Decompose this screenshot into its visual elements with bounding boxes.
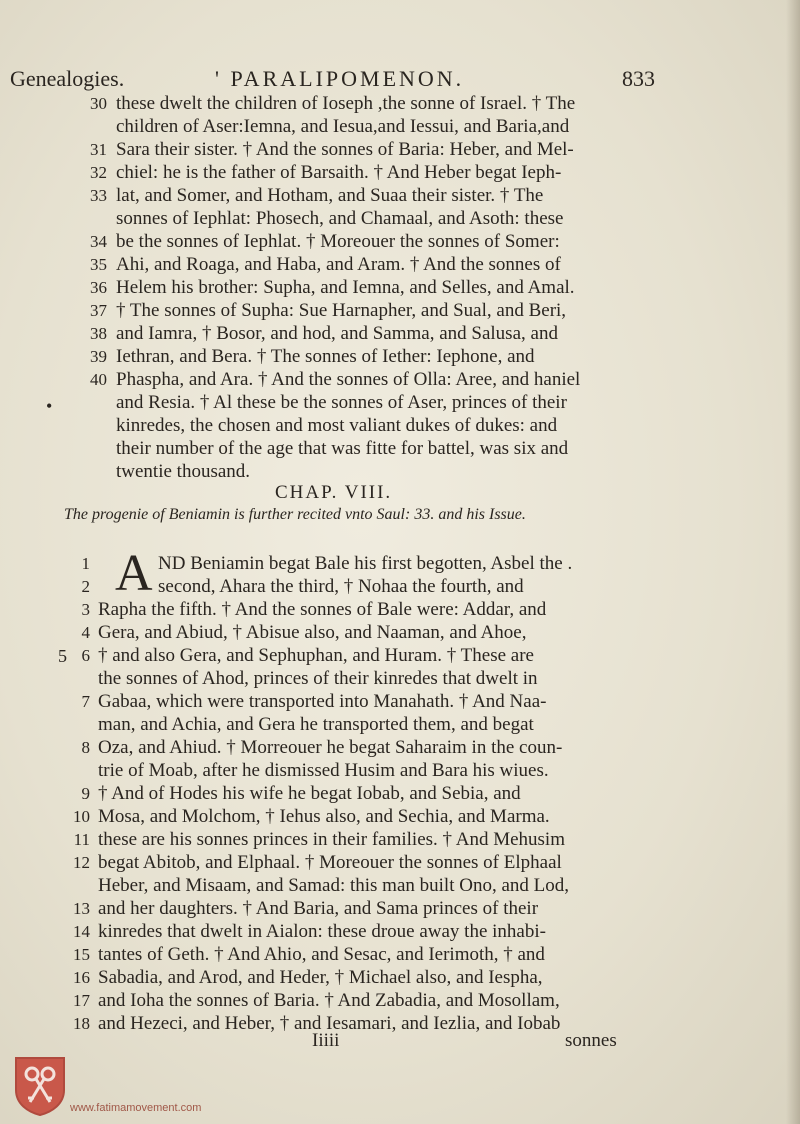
text-line — [0, 552, 700, 576]
line-text: Gabaa, which were transported into Manahath. † And Naa- — [98, 691, 547, 712]
verse-number: 37 — [90, 301, 107, 320]
verse-number: 30 — [90, 94, 107, 113]
line-text: † And of Hodes his wife he begat Iobab, and Sebia, and — [98, 783, 521, 804]
text-line — [0, 621, 700, 645]
text-line — [0, 460, 700, 484]
verse-number: 2 — [81, 577, 90, 596]
verse-number: 17 — [73, 991, 90, 1010]
line-text: kinredes, the chosen and most valiant dukes of dukes: and — [116, 415, 558, 436]
line-text: their number of the age that was fitte for battel, was six and — [116, 438, 569, 459]
verse-number: 9 — [81, 784, 90, 803]
text-line — [0, 874, 700, 898]
text-line — [0, 736, 700, 760]
text-line — [0, 230, 700, 254]
verse-number: 11 — [73, 830, 90, 849]
verse-number: 18 — [73, 1014, 90, 1033]
verse-number: 40 — [90, 370, 107, 389]
line-text: and Ioha the sonnes of Baria. † And Zabadia, and Mosollam, — [98, 990, 560, 1011]
line-text: kinredes that dwelt in Aialon: these droue away the inhabi- — [98, 921, 546, 942]
chapter-heading: CHAP. VIII. — [275, 482, 393, 503]
verse-number: 39 — [90, 347, 107, 366]
text-line — [0, 207, 700, 231]
header-section-title: Genealogies. — [10, 66, 125, 91]
verse-number: 15 — [73, 945, 90, 964]
text-line — [0, 276, 700, 300]
text-line — [0, 368, 700, 392]
text-line — [0, 897, 700, 921]
text-line — [0, 253, 700, 277]
text-line — [0, 322, 700, 346]
line-text: tantes of Geth. † And Ahio, and Sesac, and Ierimoth, † and — [98, 944, 545, 965]
line-text: † and also Gera, and Sephuphan, and Huram. † These are — [98, 645, 534, 666]
verse-number: 38 — [90, 324, 107, 343]
verse-number: 10 — [73, 807, 90, 826]
line-text: Mosa, and Molchom, † Iehus also, and Sechia, and Marma. — [98, 806, 550, 827]
text-line — [0, 299, 700, 323]
line-text: ND Beniamin begat Bale his first begotten, Asbel the . — [158, 553, 573, 574]
line-text: † The sonnes of Supha: Sue Harnapher, and Sual, and Beri, — [116, 300, 567, 321]
signature-mark: Iiiii — [312, 1030, 340, 1051]
line-text: these are his sonnes princes in their families. † And Mehusim — [98, 829, 565, 850]
line-text: and Iamra, † Bosor, and hod, and Samma, and Salusa, and — [116, 323, 558, 344]
text-line — [0, 161, 700, 185]
header-book-title: ' PARALIPOMENON. — [215, 66, 465, 91]
verse-number: 3 — [81, 600, 90, 619]
text-line — [0, 943, 700, 967]
drop-capital: A — [115, 545, 153, 602]
text-line — [0, 138, 700, 162]
text-line — [0, 345, 700, 369]
margin-verse-number: 5 — [58, 646, 67, 666]
line-text: Phaspha, and Ara. † And the sonnes of Olla: Aree, and haniel — [116, 369, 581, 390]
text-line — [0, 414, 700, 438]
line-text: Sabadia, and Arod, and Heder, † Michael also, and Iespha, — [98, 967, 543, 988]
text-line — [0, 759, 700, 783]
line-text: man, and Achia, and Gera he transported them, and begat — [98, 714, 534, 735]
text-line — [0, 667, 700, 691]
verse-number: 1 — [81, 554, 90, 573]
line-text: Rapha the fifth. † And the sonnes of Bale were: Addar, and — [98, 599, 547, 620]
line-text: twentie thousand. — [116, 461, 251, 482]
text-line — [0, 782, 700, 806]
text-line — [0, 115, 700, 139]
line-text: be the sonnes of Iephlat. † Moreouer the sonnes of Somer: — [116, 231, 560, 252]
verse-number: 6 — [81, 646, 90, 665]
text-line — [0, 966, 700, 990]
line-text: lat, and Somer, and Hotham, and Suaa their sister. † The — [116, 185, 544, 206]
text-line — [0, 805, 700, 829]
line-text: Gera, and Abiud, † Abisue also, and Naaman, and Ahoe, — [98, 622, 527, 643]
text-line — [0, 989, 700, 1013]
text-line — [0, 437, 700, 461]
verse-number: 7 — [81, 692, 90, 711]
text-line — [0, 828, 700, 852]
line-text: the sonnes of Ahod, princes of their kinredes that dwelt in — [98, 668, 538, 689]
text-line — [0, 391, 700, 415]
verse-number: 12 — [73, 853, 90, 872]
page-number: 833 — [622, 66, 655, 91]
margin-dot: • — [46, 396, 53, 416]
text-line — [0, 920, 700, 944]
line-text: Helem his brother: Supha, and Iemna, and Selles, and Amal. — [116, 277, 575, 298]
line-text: and Hezeci, and Heber, † and Iesamari, and Iezlia, and Iobab — [98, 1013, 561, 1034]
line-text: Iethran, and Bera. † The sonnes of Iether: Iephone, and — [116, 346, 535, 367]
line-text: sonnes of Iephlat: Phosech, and Chamaal, and Asoth: these — [116, 208, 564, 229]
text-line — [0, 644, 700, 668]
verse-number: 35 — [90, 255, 107, 274]
page-edge-shadow — [786, 0, 800, 1124]
line-text: children of Aser:Iemna, and Iesua,and Iessui, and Baria,and — [116, 116, 570, 137]
text-line — [0, 713, 700, 737]
verse-number: 13 — [73, 899, 90, 918]
line-text: Ahi, and Roaga, and Haba, and Aram. † And the sonnes of — [116, 254, 561, 275]
text-line — [0, 690, 700, 714]
line-text: Sara their sister. † And the sonnes of Baria: Heber, and Mel- — [116, 139, 574, 160]
watermark-url: www.fatimamovement.com — [70, 1102, 202, 1114]
verse-number: 36 — [90, 278, 107, 297]
line-text: these dwelt the children of Ioseph ,the sonne of Israel. † The — [116, 93, 576, 114]
verse-number: 14 — [73, 922, 90, 941]
line-text: and her daughters. † And Baria, and Sama princes of their — [98, 898, 539, 919]
text-line — [0, 851, 700, 875]
text-line — [0, 184, 700, 208]
line-text: chiel: he is the father of Barsaith. † And Heber begat Ieph- — [116, 162, 562, 183]
text-line — [0, 92, 700, 116]
line-text: and Resia. † Al these be the sonnes of Aser, princes of their — [116, 392, 567, 413]
text-line — [0, 575, 700, 599]
verse-number: 31 — [90, 140, 107, 159]
catchword: sonnes — [565, 1030, 617, 1051]
verse-number: 33 — [90, 186, 107, 205]
line-text: Heber, and Misaam, and Samad: this man built Ono, and Lod, — [98, 875, 569, 896]
verse-number: 32 — [90, 163, 107, 182]
chapter-summary: The progenie of Beniamin is further recited vnto Saul: 33. and his Issue. — [64, 506, 526, 523]
verse-number: 34 — [90, 232, 107, 251]
verse-number: 8 — [81, 738, 90, 757]
verse-number: 4 — [81, 623, 90, 642]
papal-keys-logo — [12, 1054, 68, 1116]
line-text: trie of Moab, after he dismissed Husim and Bara his wiues. — [98, 760, 549, 781]
verse-number: 16 — [73, 968, 90, 987]
line-text: Oza, and Ahiud. † Morreouer he begat Saharaim in the coun- — [98, 737, 563, 758]
line-text: begat Abitob, and Elphaal. † Moreouer the sonnes of Elphaal — [98, 852, 562, 873]
line-text: second, Ahara the third, † Nohaa the fourth, and — [158, 576, 524, 597]
text-line — [0, 598, 700, 622]
